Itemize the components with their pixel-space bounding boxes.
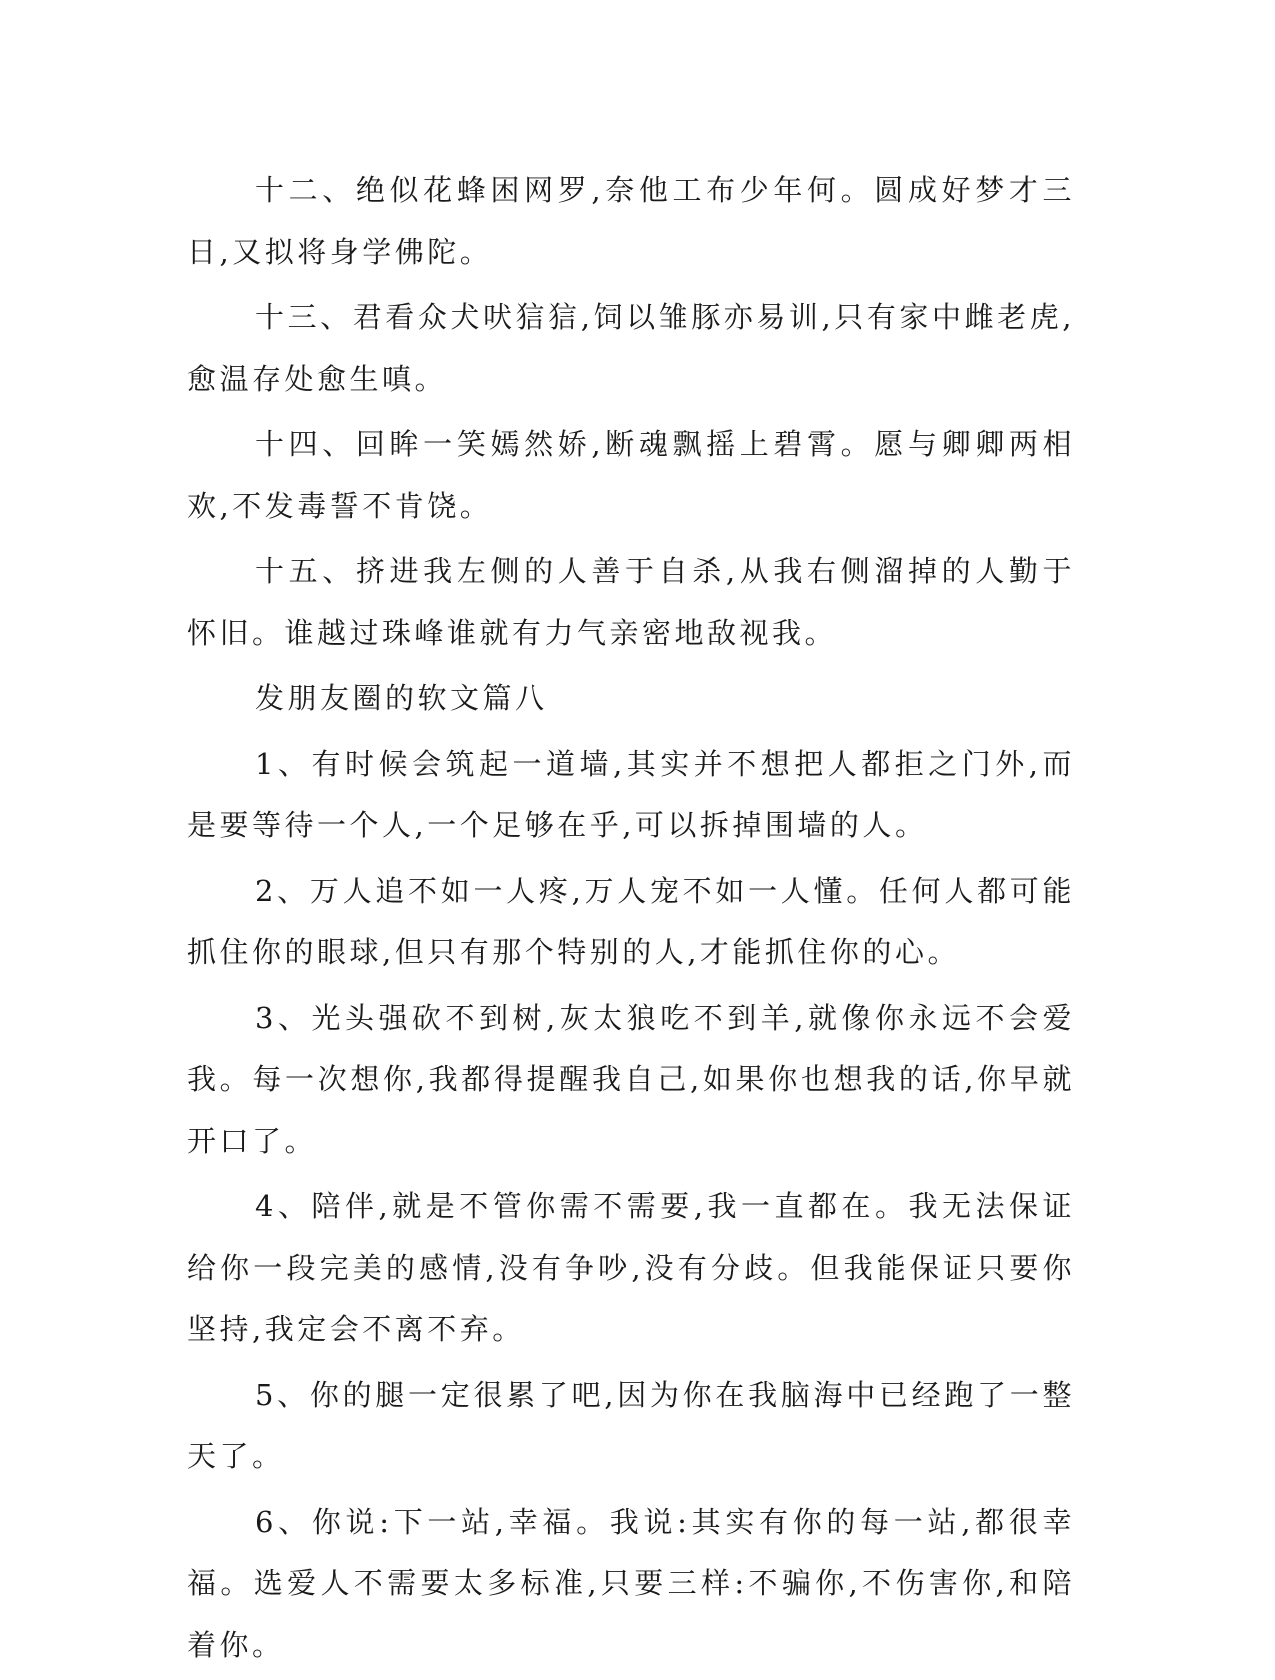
poem-fourteen: 十四、回眸一笑嫣然娇,断魂飘摇上碧霄。愿与卿卿两相欢,不发毒誓不肯饶。 xyxy=(187,427,1075,523)
document-body xyxy=(187,160,1075,1680)
item-1: 1、有时候会筑起一道墙,其实并不想把人都拒之门外,而是要等待一个人,一个足够在乎,可以拆掉围墙的人。 xyxy=(187,746,1075,842)
poem-fifteen: 十五、挤进我左侧的人善于自杀,从我右侧溜掉的人勤于怀旧。谁越过珠峰谁就有力气亲密地敌视我。 xyxy=(187,554,1075,650)
item-6: 6、你说:下一站,幸福。我说:其实有你的每一站,都很幸福。选爱人不需要太多标准,只要三样:不骗你,不伤害你,和陪着你。 xyxy=(187,1504,1075,1662)
item-3: 3、光头强砍不到树,灰太狼吃不到羊,就像你永远不会爱我。每一次想你,我都得提醒我自己,如果你也想我的话,你早就开口了。 xyxy=(187,1000,1075,1158)
item-4: 4、陪伴,就是不管你需不需要,我一直都在。我无法保证给你一段完美的感情,没有争吵,没有分歧。但我能保证只要你坚持,我定会不离不弃。 xyxy=(187,1189,1075,1346)
poem-twelve: 十二、绝似花蜂困网罗,奈他工布少年何。圆成好梦才三日,又拟将身学佛陀。 xyxy=(187,173,1075,269)
poem-thirteen: 十三、君看众犬吠狺狺,饲以雏豚亦易训,只有家中雌老虎,愈温存处愈生嗔。 xyxy=(187,300,1075,396)
item-2: 2、万人追不如一人疼,万人宠不如一人懂。任何人都可能抓住你的眼球,但只有那个特别的人,才能抓住你的心。 xyxy=(187,873,1075,969)
section-heading: 发朋友圈的软文篇八 xyxy=(255,681,548,715)
item-5: 5、你的腿一定很累了吧,因为你在我脑海中已经跑了一整天了。 xyxy=(187,1377,1075,1473)
